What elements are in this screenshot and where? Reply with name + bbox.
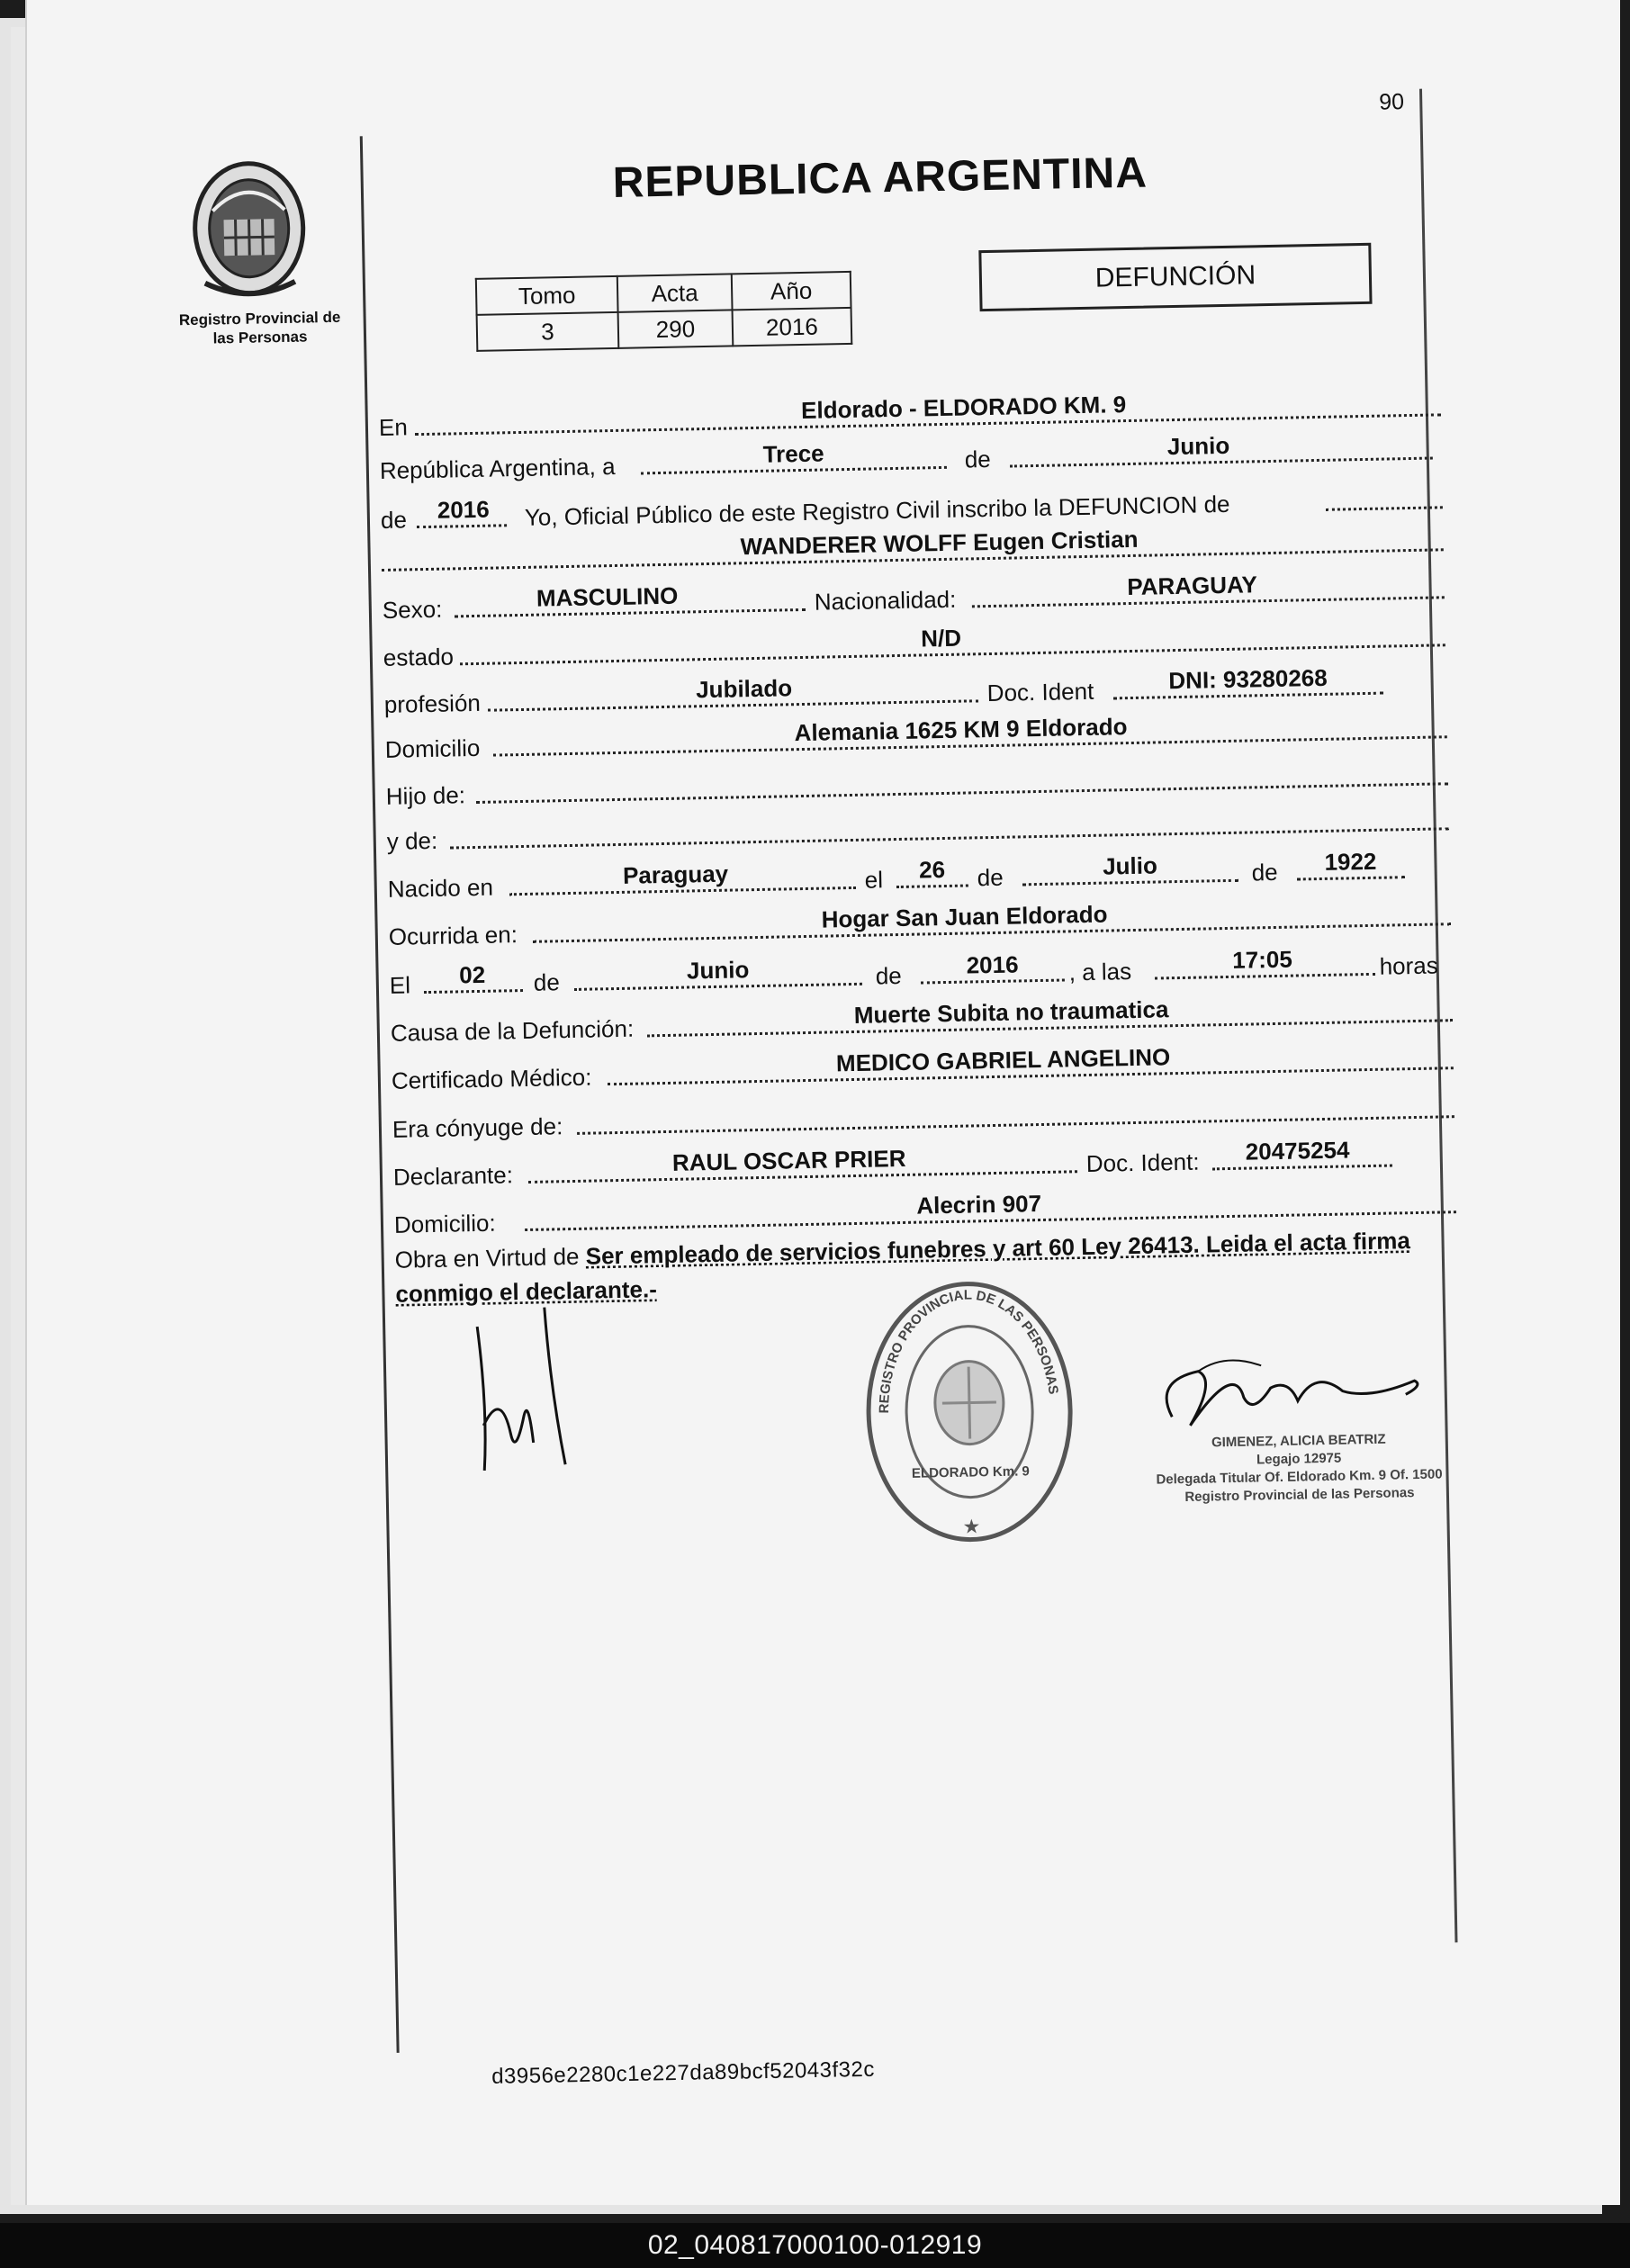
tomo-header: Tomo	[476, 276, 618, 315]
death-time: 17:05	[1231, 945, 1293, 974]
obra-value: Ser empleado de servicios funebres y art 60 Ley 26413. Leida el acta firma conmigo el declarante.-	[395, 1227, 1411, 1308]
row-yde: y de:	[386, 801, 1449, 858]
medical-certificate-value: MEDICO GABRIEL ANGELINO	[835, 1043, 1171, 1077]
row-obra: Obra en Virtud de Ser empleado de servicios funebres y art 60 Ley 26413. Leida el acta firma conmigo el declarante.-	[394, 1227, 1411, 1308]
official-stamp	[859, 1274, 1080, 1549]
declarant-signature	[459, 1297, 607, 1480]
officer-organization: Registro Provincial de las Personas	[1184, 1485, 1415, 1506]
death-month: Junio	[686, 956, 750, 985]
row-fecha: República Argentina, a Trece de Junio	[379, 430, 1442, 487]
row-conyuge: Era cónyuge de:	[392, 1089, 1455, 1146]
cause-of-death-value: Muerte Subita no traumatica	[853, 995, 1169, 1029]
registration-day: Trece	[762, 439, 824, 468]
stamp-outer-text: REGISTRO PROVINCIAL DE LAS PERSONAS	[877, 1287, 1061, 1414]
officer-legajo: Legajo 12975	[1256, 1450, 1342, 1468]
acta-value: 290	[618, 310, 734, 347]
province-emblem-icon	[185, 155, 313, 302]
row-causa: Causa de la Defunción: Muerte Subita no traumatica	[390, 993, 1453, 1049]
document-id-value: DNI: 93280268	[1168, 663, 1328, 695]
row-declarante: Declarante: RAUL OSCAR PRIER Doc. Ident: 20475254	[393, 1137, 1456, 1193]
declarant-address: Alecrin 907	[916, 1190, 1042, 1220]
row-domicilio: Domicilio Alemania 1625 KM 9 Eldorado	[384, 709, 1447, 766]
record-table-row	[477, 308, 852, 351]
svg-text:★: ★	[962, 1515, 981, 1538]
birth-day: 26	[918, 856, 946, 884]
acta-header: Acta	[617, 274, 733, 311]
death-place-value: Hogar San Juan Eldorado	[821, 900, 1108, 933]
registry-label: Registro Provincial de las Personas	[178, 308, 341, 347]
officer-name: GIMENEZ, ALICIA BEATRIZ	[1211, 1431, 1386, 1451]
row-ocurrida: Ocurrida en: Hogar San Juan Eldorado	[388, 896, 1451, 953]
birthplace-value: Paraguay	[622, 860, 729, 889]
row-nacido: Nacido en Paraguay el 26 de Julio de 1922	[387, 849, 1450, 905]
row-decl-domicilio: Domicilio: Alecrin 907	[394, 1184, 1457, 1241]
record-type-box: DEFUNCIÓN	[978, 243, 1372, 311]
row-profesion: profesión Jubilado Doc. Ident DNI: 93280268	[383, 664, 1446, 721]
row-sexo: Sexo: MASCULINO Nacionalidad: PARAGUAY	[382, 570, 1445, 626]
row-en: En Eldorado - ELDORADO KM. 9	[379, 387, 1442, 444]
officer-stamp	[1128, 1429, 1471, 1508]
officer-signature	[1135, 1340, 1434, 1444]
record-table	[475, 271, 852, 352]
page-number: 90	[1378, 89, 1405, 115]
officer-role: Delegada Titular Of. Eldorado Km. 9 Of. 1500	[1156, 1466, 1443, 1488]
document-hash: d3956e2280c1e227da89bcf52043f32c	[491, 2056, 876, 2089]
declarant-name: RAUL OSCAR PRIER	[671, 1144, 906, 1176]
row-fecha-defuncion: El 02 de Junio de 2016 , a las 17:05 horas	[389, 945, 1438, 999]
row-certificado: Certificado Médico: MEDICO GABRIEL ANGELINO	[391, 1040, 1454, 1097]
ano-value: 2016	[733, 308, 852, 346]
row-hijo: Hijo de:	[385, 756, 1448, 813]
marital-status-value: N/D	[920, 624, 962, 652]
deceased-name: WANDERER WOLFF Eugen Cristian	[740, 525, 1139, 561]
row-estado: estado N/D	[383, 617, 1445, 674]
declarant-document: 20475254	[1245, 1136, 1350, 1166]
registration-year: 2016	[437, 495, 490, 524]
row-oficial: de 2016 Yo, Oficial Público de este Registro Civil inscribo la DEFUNCION de	[381, 480, 1444, 536]
profession-value: Jubilado	[695, 674, 793, 704]
death-day: 02	[458, 960, 486, 989]
address-value: Alemania 1625 KM 9 Eldorado	[794, 713, 1128, 747]
stamp-inner-text: ELDORADO Km. 9	[911, 1463, 1030, 1481]
birth-month: Julio	[1102, 851, 1158, 880]
nationality-value: PARAGUAY	[1126, 571, 1258, 601]
ano-header: Año	[732, 272, 851, 310]
sex-value: MASCULINO	[536, 581, 679, 612]
page-title: REPUBLICA ARGENTINA	[612, 148, 1148, 207]
svg-text:REGISTRO PROVINCIAL DE LAS PER	[874, 1286, 1061, 1414]
image-code: 02_040817000100-012919	[647, 2230, 983, 2260]
death-year: 2016	[966, 950, 1019, 979]
registration-month: Junio	[1166, 431, 1230, 461]
place-value: Eldorado - ELDORADO KM. 9	[800, 391, 1127, 424]
tomo-value: 3	[477, 312, 619, 351]
birth-year: 1922	[1324, 847, 1377, 876]
image-footer	[0, 2223, 1630, 2268]
